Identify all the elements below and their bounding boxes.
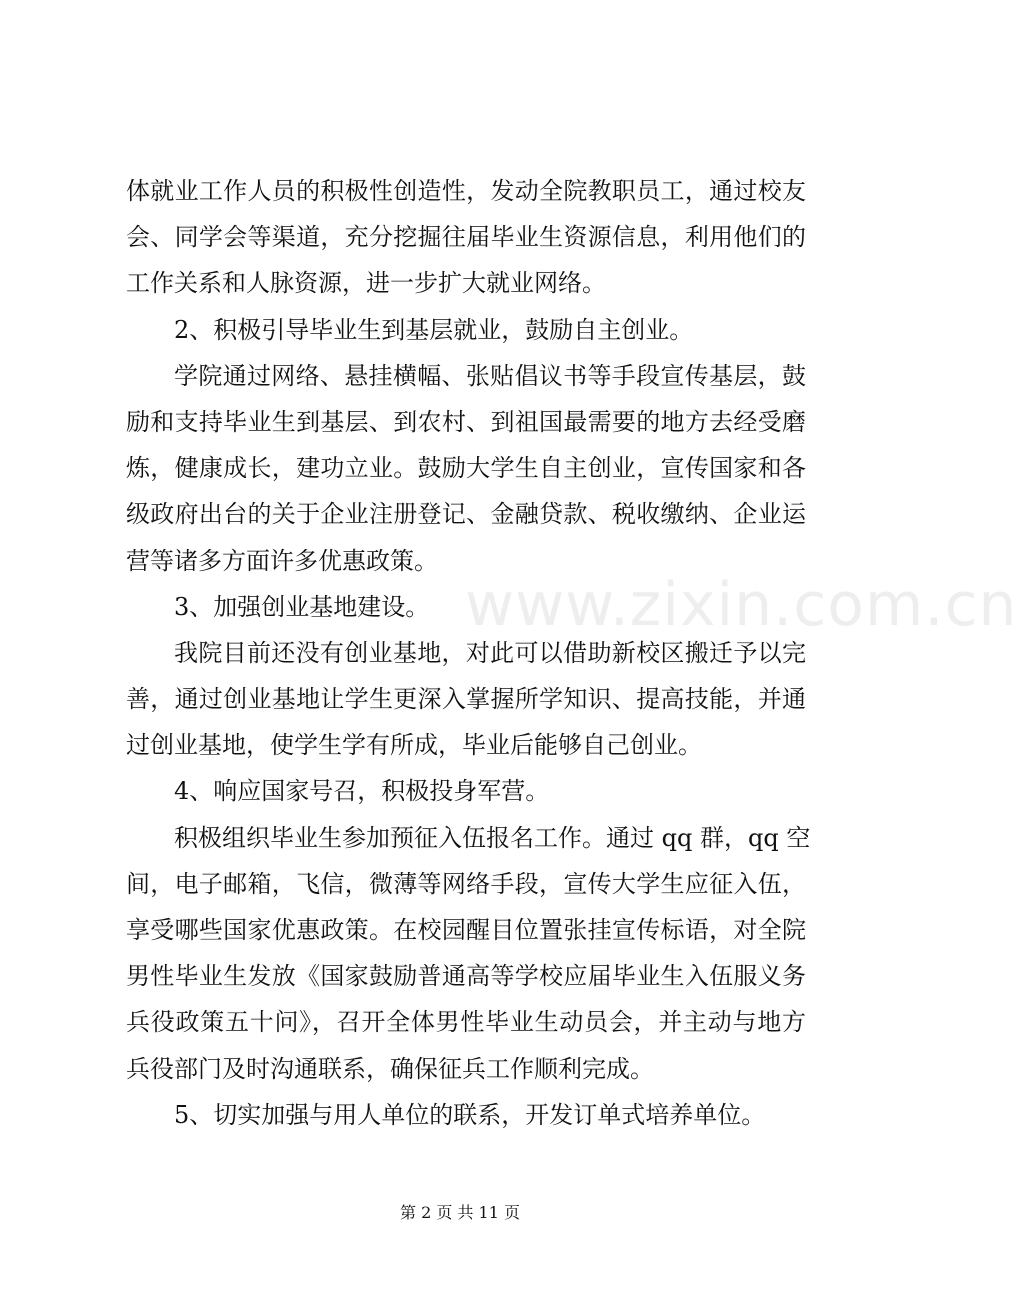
section-heading: 2、积极引导毕业生到基层就业，鼓励自主创业。 [174,315,694,344]
section-heading: 3、加强创业基地建设。 [174,592,430,621]
body-text [126,168,811,1138]
text-line: 兵役部门及时沟通联系，确保征兵工作顺利完成。 [126,1054,654,1083]
text-line: 炼，健康成长，建功立业。鼓励大学生自主创业，宣传国家和各 [126,454,806,483]
section-heading: 4、响应国家号召，积极投身军营。 [174,777,550,806]
text-line: 享受哪些国家优惠政策。在校园醒目位置张挂宣传标语，对全院 [126,916,806,944]
text-line: 体就业工作人员的积极性创造性，发动全院教职员工，通过校友 [126,177,806,205]
text-line: 间，电子邮箱，飞信，微薄等网络手段，宣传大学生应征入伍， [126,869,806,898]
text-line: 兵役政策五十问》，召开全体男性毕业生动员会，并主动与地方 [126,1008,806,1037]
text-line: 工作关系和人脉资源，进一步扩大就业网络。 [126,269,606,298]
watermark: www.zixin.com.cn [465,570,1017,640]
text-line: 男性毕业生发放《国家鼓励普通高等学校应届毕业生入伍服义务 [126,962,806,991]
text-line: 励和支持毕业生到基层、到农村、到祖国最需要的地方去经受磨 [126,407,806,436]
text-line: 会、同学会等渠道，充分挖掘往届毕业生资源信息，利用他们的 [126,223,806,252]
text-line: 学院通过网络、悬挂横幅、张贴倡议书等手段宣传基层，鼓 [174,361,806,390]
text-line: 善，通过创业基地让学生更深入掌握所学知识、提高技能，并通 [126,685,806,714]
text-line: 积极组织毕业生参加预征入伍报名工作。通过 qq 群，qq 空 [174,823,811,852]
section-heading: 5、切实加强与用人单位的联系，开发订单式培养单位。 [174,1100,766,1129]
text-line: 过创业基地，使学生学有所成，毕业后能够自己创业。 [126,731,702,760]
page-footer: 第 2 页 共 11 页 [400,1203,520,1222]
text-line: 级政府出台的关于企业注册登记、金融贷款、税收缴纳、企业运 [126,500,806,529]
text-line: 我院目前还没有创业基地，对此可以借助新校区搬迁予以完 [174,638,806,667]
text-line: 营等诸多方面许多优惠政策。 [126,546,438,575]
